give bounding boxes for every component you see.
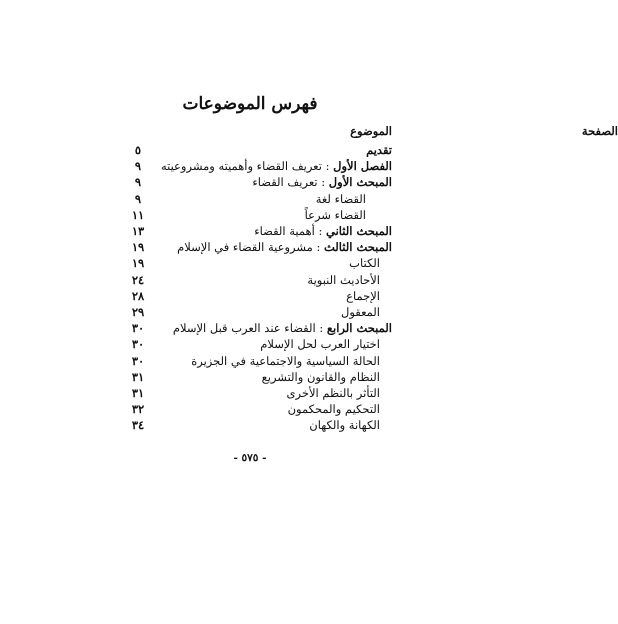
toc-entry-page: ٩ xyxy=(134,191,142,206)
toc-row xyxy=(0,305,500,321)
toc-entry-page: ٢٩ xyxy=(131,305,145,319)
toc-entry-title: المعقول xyxy=(340,305,380,319)
toc-entry-page: ٩ xyxy=(134,159,142,174)
toc-row xyxy=(0,143,500,159)
toc-entry-text xyxy=(177,240,392,254)
toc-entry-page: ٥ xyxy=(134,143,142,157)
toc-row xyxy=(0,289,500,305)
toc-entry-page: ٣٠ xyxy=(131,353,145,368)
toc-row xyxy=(0,386,500,402)
toc-entry-text xyxy=(254,224,392,238)
toc-row xyxy=(0,354,500,370)
toc-entry-page: ٣١ xyxy=(131,369,145,384)
toc-row xyxy=(0,224,500,240)
toc-entry-text xyxy=(307,273,380,287)
toc-entry-heading: المبحث الرابع xyxy=(326,321,392,336)
toc-entry-title: : تعريف القضاء xyxy=(252,175,329,190)
toc-entry-page: ٣٤ xyxy=(131,418,145,433)
toc-entry-title: اختيار العرب لحل الإسلام xyxy=(260,337,380,352)
toc-entry-title: التأثر بالنظم الأخرى xyxy=(286,386,380,400)
toc-entry-title: التحكيم والمحكمون xyxy=(287,402,380,417)
toc-entry-page: ٣٠ xyxy=(131,337,145,352)
toc-entry-page: ٩ xyxy=(134,175,142,190)
page-number: - ٥٧٥ - xyxy=(233,452,267,464)
toc-entry-text xyxy=(341,305,380,319)
toc-entry-title: الإجماع xyxy=(346,288,380,303)
toc-entry-heading: المبحث الثالث xyxy=(323,240,392,255)
toc-row xyxy=(0,273,500,289)
toc-entry-title: النظام والقانون والتشريع xyxy=(261,369,380,384)
toc-row xyxy=(0,208,500,224)
toc-row xyxy=(0,337,500,353)
toc-row xyxy=(0,256,500,272)
page-column-header: الصفحة xyxy=(581,124,618,138)
toc-entry-text xyxy=(366,143,392,157)
toc-entry-page: ٣٢ xyxy=(131,402,145,417)
toc-entry-title: : أهمية القضاء xyxy=(254,224,326,238)
topic-column-header: الموضوع xyxy=(350,124,392,138)
toc-entry-title: الكهانة والكهان xyxy=(309,418,380,433)
toc-entry-page: ١٩ xyxy=(131,256,145,271)
toc-entry-text xyxy=(252,175,392,189)
toc-entry-text xyxy=(161,159,392,173)
toc-entry-text xyxy=(346,289,380,303)
toc-entry-page: ٢٨ xyxy=(131,288,145,303)
toc-entry-page: ٣٠ xyxy=(131,321,145,336)
toc-row xyxy=(0,370,500,386)
toc-entry-title: : القضاء عند العرب قبل الإسلام xyxy=(172,321,327,336)
toc-row xyxy=(0,159,500,175)
toc-entry-heading: تقديم xyxy=(366,143,392,157)
toc-entry-title: الكتاب xyxy=(349,256,380,271)
toc-entry-title: : تعريف القضاء وأهميته ومشروعيته xyxy=(160,159,334,174)
toc-entry-page: ٢٤ xyxy=(131,272,145,287)
toc-entry-text xyxy=(316,192,366,206)
toc-entry-title: : مشروعية القضاء في الإسلام xyxy=(177,240,324,255)
toc-entry-text xyxy=(288,402,380,416)
toc-entry-title: القضاء لغة xyxy=(315,191,366,206)
toc-entry-page: ١١ xyxy=(131,207,145,222)
toc-entry-text xyxy=(262,370,380,384)
toc-row xyxy=(0,175,500,191)
toc-entry-page: ٣١ xyxy=(131,386,145,400)
toc-entry-heading: الفصل الأول xyxy=(333,159,392,174)
toc-row xyxy=(0,321,500,337)
toc-entry-title: الحالة السياسية والاجتماعية في الجزيرة xyxy=(191,353,380,368)
toc-row xyxy=(0,192,500,208)
toc-entry-title: الأحاديث النبوية xyxy=(307,272,380,287)
toc-entry-text xyxy=(309,418,380,432)
toc-entry-text xyxy=(191,354,380,368)
toc-entry-heading: المبحث الأول xyxy=(328,175,392,190)
toc-entry-title: القضاء شرعاً xyxy=(304,207,366,222)
toc-row xyxy=(0,418,500,434)
toc-entry-text xyxy=(305,208,366,222)
page-title: فهرس الموضوعات xyxy=(182,94,318,114)
toc-entry-text xyxy=(173,321,392,335)
toc-entry-text xyxy=(286,386,380,400)
toc-row xyxy=(0,240,500,256)
toc-entry-page: ١٣ xyxy=(131,224,145,238)
toc-entry-text xyxy=(349,256,380,270)
toc-entry-page: ١٩ xyxy=(131,240,145,255)
toc-entry-text xyxy=(260,337,380,351)
toc-row xyxy=(0,402,500,418)
toc-entry-heading: المبحث الثاني xyxy=(326,224,392,238)
